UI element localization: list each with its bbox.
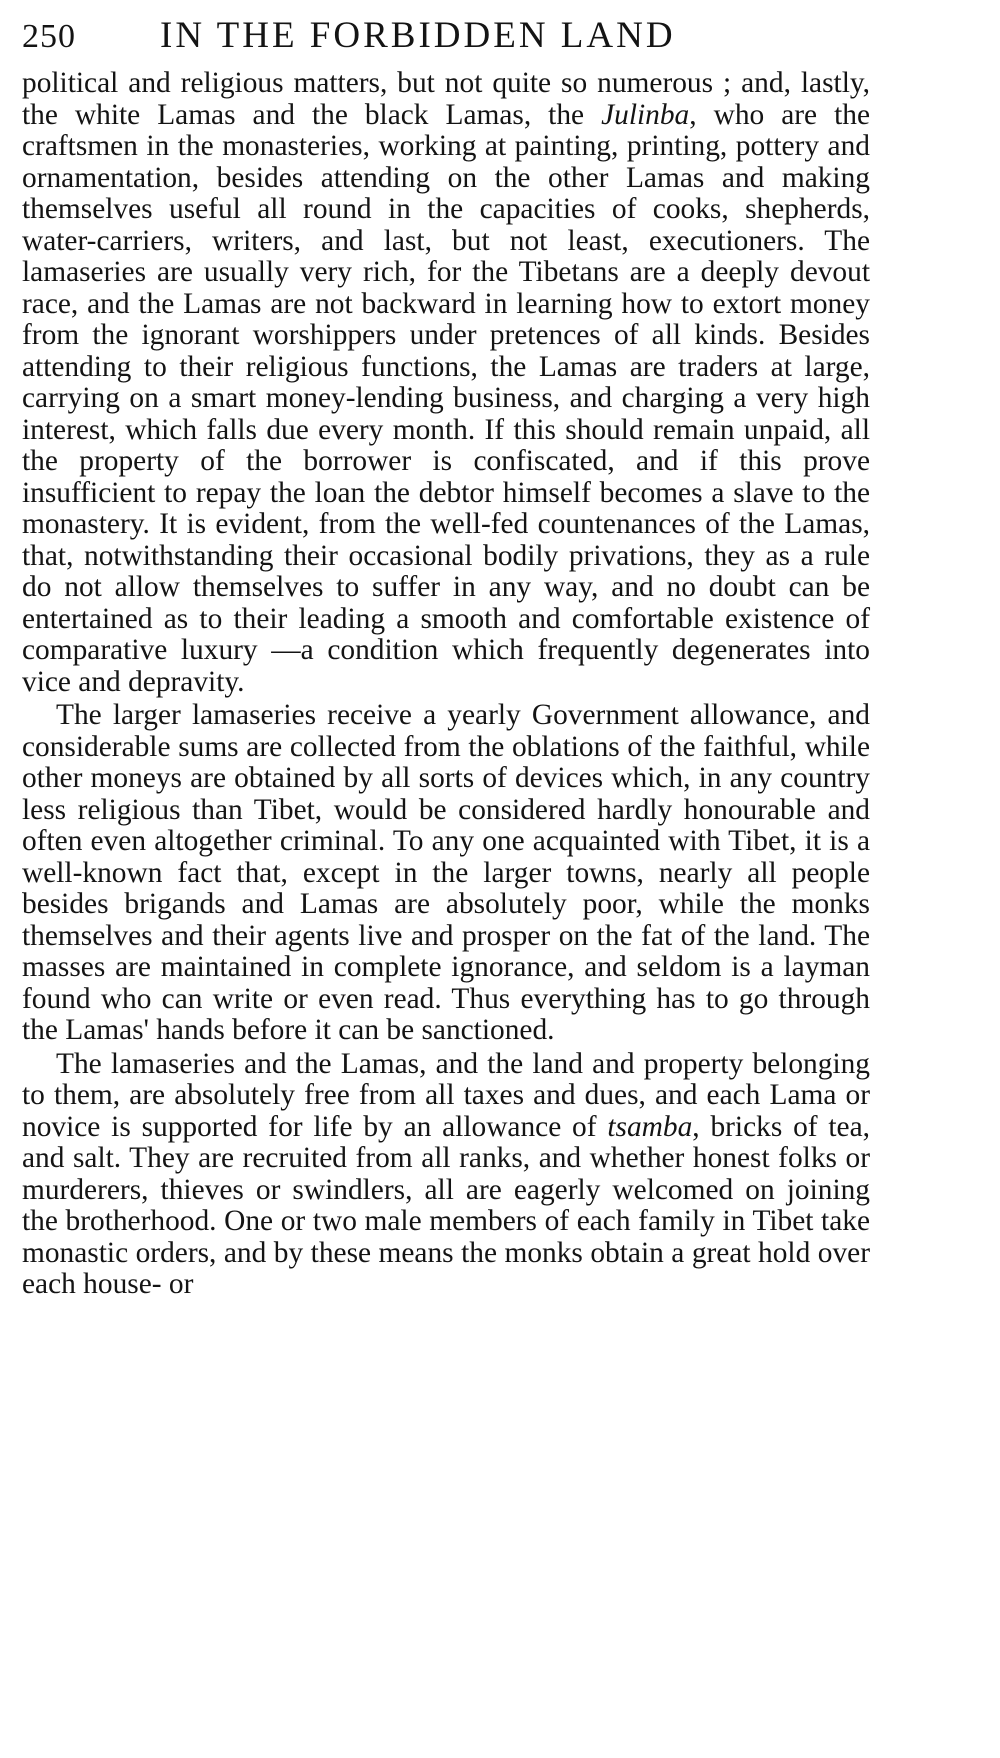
book-page [22, 14, 870, 1301]
paragraph-3-part-2: , bricks of tea, and salt. They are recruited from all ranks, and whether honest folks or murderers, thieves or swindlers, all are eagerly welcomed on joining the brotherhood. One or two male members of each family in Tibet take monastic orders, and by these means the monks obtain a great hold over each house- or [22, 1110, 870, 1300]
term-julinba: Julinba [601, 98, 690, 131]
page-header [22, 14, 870, 68]
paragraph-2: The larger lamaseries receive a yearly Government allowance, and considerable sums are collected from the oblations of the faithful, while other moneys are obtained by all sorts of devices which, in any country less religious than Tibet, would be considered hardly honourable and often even altogether criminal. To any one acquainted with Tibet, it is a well-known fact that, except in the larger towns, nearly all people besides brigands and Lamas are absolutely poor, while the monks themselves and their agents live and prosper on the fat of the land. The masses are maintained in complete ignorance, and seldom is a layman found who can write or even read. Thus everything has to go through the Lamas' hands before it can be sanctioned. [22, 699, 870, 1046]
term-tsamba: tsamba [607, 1110, 693, 1143]
paragraph-1-part-1: political and religious matters, but not quite so numerous ; and, lastly, the white Lamas and the black Lamas, the [22, 67, 870, 131]
running-title: IN THE FORBIDDEN LAND [160, 15, 676, 56]
paragraph-3 [22, 1049, 870, 1301]
page-number: 250 [22, 18, 76, 55]
paragraph-3-part-1: The lamaseries and the Lamas, and the land and property belonging to them, are absolutely free from all taxes and dues, and each Lama or novice is supported for life by an allowance of [22, 1047, 870, 1143]
paragraph-1 [22, 68, 870, 698]
paragraph-1-part-2: , who are the craftsmen in the monasteries, working at painting, printing, pottery and ornamentation, besides attending on the other Lamas and making themselves useful all round in the capacities of cooks, shepherds, water-carriers, writers, and last, but not least, executioners. The lamaseries are usually very rich, for the Tibetans are a deeply devout race, and the Lamas are not backward in learning how to extort money from the ignorant worshippers under pretences of all kinds. Besides attending to their religious functions, the Lamas are traders at large, carrying on a smart money-lending business, and charging a very high interest, which falls due every month. If this should remain unpaid, all the property of the borrower is confiscated, and if this prove insufficient to repay the loan the debtor himself becomes a slave to the monastery. It is evident, from the well-fed countenances of the Lamas, that, notwithstanding their occasional bodily privations, they as a rule do not allow themselves to suffer in any way, and no doubt can be entertained as to their leading a smooth and comfortable existence of comparative luxury —a condition which frequently degenerates into vice and depravity. [22, 98, 870, 698]
